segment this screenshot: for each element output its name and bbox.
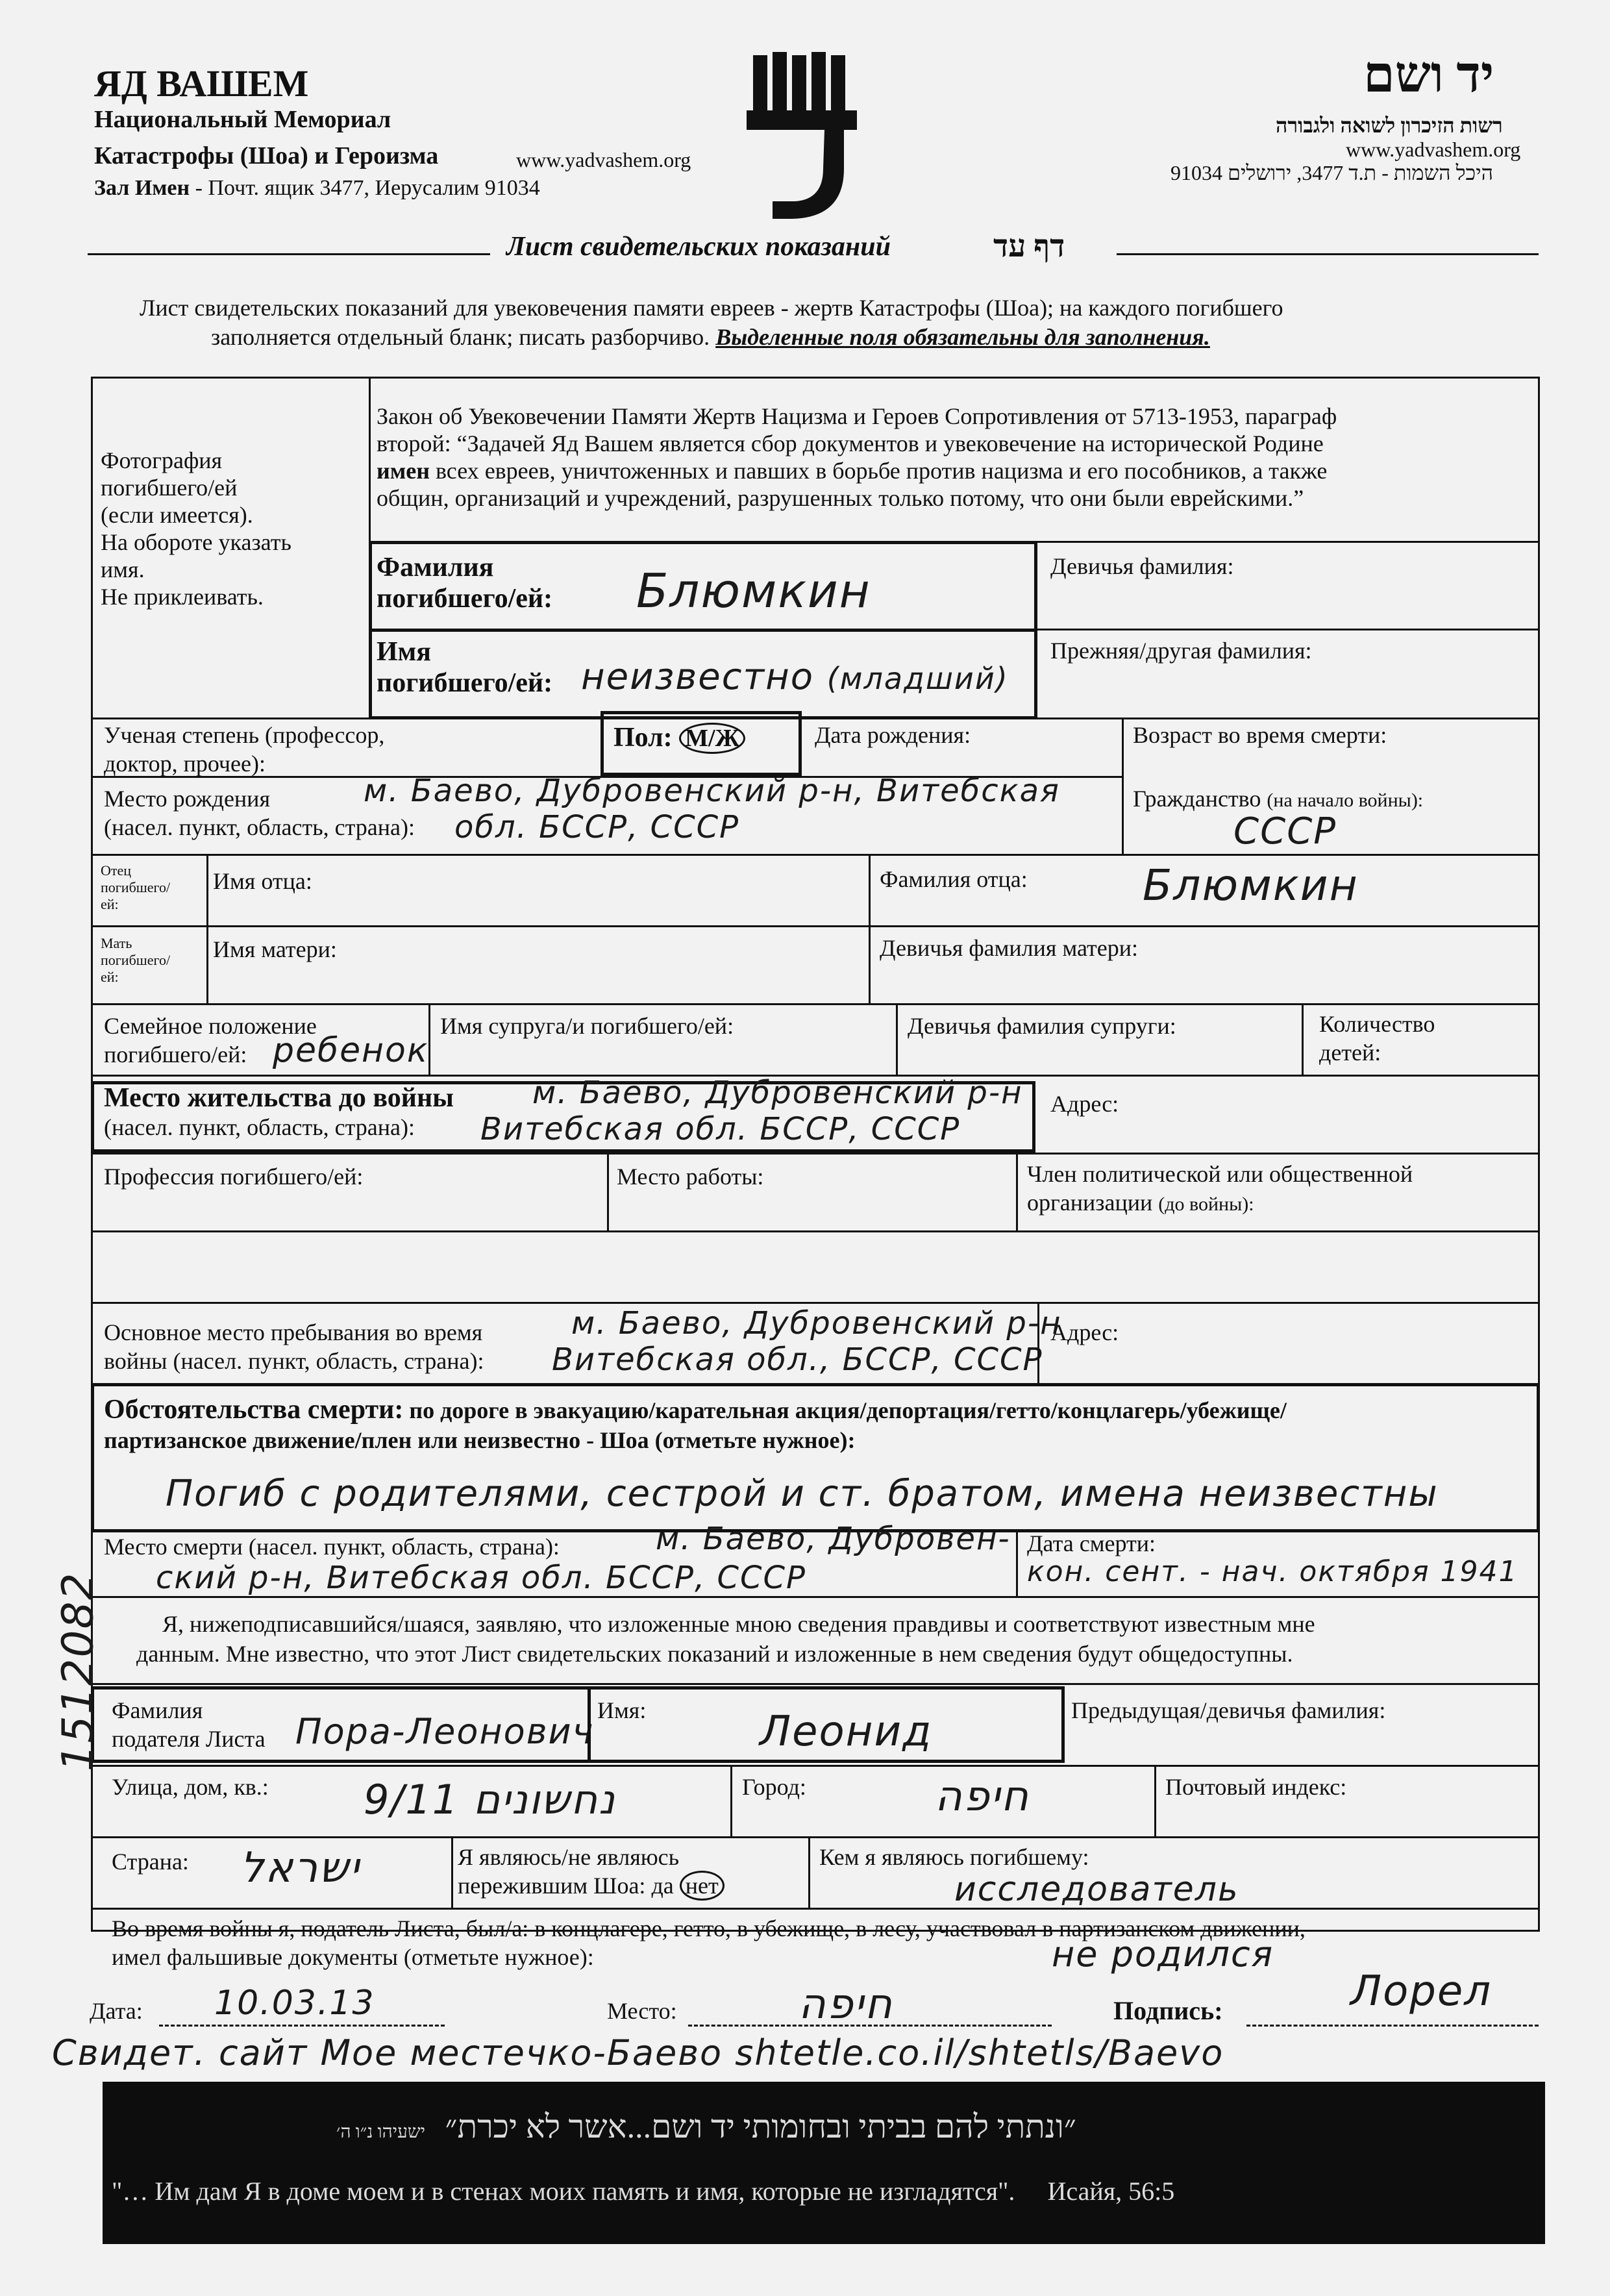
date-label: Дата: [90, 1998, 143, 2024]
city-value[interactable]: חיפה [935, 1773, 1030, 1821]
banner-he-quote-text: ״ונתתי להם בביתי ובחומותי יד ושם...אשר לא יכרת״ [445, 2108, 1076, 2145]
mother-maiden-label: Девичья фамилия матери: [880, 935, 1139, 961]
marital-value[interactable]: ребенок [273, 1031, 429, 1070]
sub-surname-value[interactable]: Пора-Леонович [295, 1711, 595, 1752]
father-side-l3: ей: [101, 896, 119, 912]
col-line [730, 1765, 732, 1836]
survivor-l2-text: пережившим Шоа: [458, 1873, 646, 1899]
law-line [377, 457, 1337, 484]
member-l2 [1027, 1188, 1413, 1219]
surname-label-l2: погибшего/ей: [377, 584, 553, 614]
survivor-yes-option[interactable]: да [651, 1873, 674, 1899]
wartime-value-l1: м. Баево, Дубровенский р-н [571, 1305, 1062, 1341]
law-line: общин, организаций и учреждений, разрушенных только потому, что они были еврейскими.” [377, 485, 1304, 511]
residence-value-l1: м. Баево, Дубровенский р-н [532, 1075, 1023, 1111]
father-surname-value[interactable]: Блюмкин [1143, 860, 1359, 910]
wartime-address-label: Адрес: [1050, 1319, 1119, 1345]
address-label: Адрес: [1050, 1091, 1119, 1117]
residence-value[interactable] [480, 1075, 1023, 1147]
sex-label[interactable] [613, 722, 745, 753]
name-value-text: неизвестно [581, 656, 814, 698]
during-war-l1: Во время войны я, податель Листа, был/а: в концлагере, гетто, в убежище, в лесу, участвовал в партизанском движении, [112, 1915, 1306, 1941]
circumstances-label [104, 1395, 1287, 1455]
banner-ru-ref: Исайя, 56:5 [1047, 2177, 1175, 2206]
sex-label-text: Пол: [613, 723, 673, 753]
he-line3: היכל השמות - ת.ד 3477, ירושלים 91034 [1170, 161, 1493, 184]
citizenship-label-text: Гражданство [1133, 786, 1261, 812]
spouse-name-label: Имя супруга/и погибшего/ей: [440, 1013, 734, 1039]
row-line [1037, 629, 1540, 630]
street-value[interactable]: 9/11 נחשונים [364, 1776, 616, 1823]
mother-name-label: Имя матери: [213, 936, 337, 962]
col-line [896, 1003, 898, 1075]
city-label: Город: [742, 1774, 806, 1800]
signature-value[interactable]: Лорел [1350, 1967, 1492, 2015]
declaration [136, 1609, 1315, 1669]
mother-side [101, 935, 170, 986]
row-line [91, 1302, 1540, 1304]
row-line [91, 1836, 1540, 1838]
law-bold: имен [377, 458, 430, 484]
intro-line2 [211, 323, 1210, 351]
org-title-he: יד ושם [1363, 46, 1494, 103]
sub-prev-label: Предыдущая/девичья фамилия: [1071, 1697, 1386, 1723]
col-line [1302, 1003, 1304, 1075]
sub-surname-l2: подателя Листа [112, 1726, 266, 1752]
mother-side-l2: погибшего/ [101, 952, 171, 968]
wartime-value-l2: Витебская обл., БССР, СССР [552, 1341, 1043, 1378]
col-line [206, 854, 208, 1003]
survivor-l1: Я являюсь/не являюсь [458, 1844, 680, 1870]
quote-banner [103, 2082, 1545, 2244]
maiden-label: Девичья фамилия: [1050, 553, 1234, 579]
circ-title: Обстоятельства смерти: [104, 1395, 404, 1425]
circ-l1 [104, 1395, 1287, 1425]
row-line [91, 1765, 1540, 1767]
mother-side-l3: ей: [101, 969, 119, 985]
degree-label [104, 721, 384, 778]
row-line [91, 1908, 1540, 1910]
sub-name-value[interactable]: Леонид [760, 1708, 933, 1756]
birthplace-value[interactable] [364, 773, 1060, 845]
intro-line1: Лист свидетельских показаний для увековечения памяти евреев - жертв Катастрофы (Шоа); на каждого погибшего [140, 295, 1283, 321]
photo-line: имя. [101, 556, 145, 582]
father-side-l1: Отец [101, 862, 132, 879]
residence-label [104, 1083, 454, 1142]
relation-value[interactable]: исследователь [954, 1870, 1239, 1909]
col-line [869, 854, 871, 1003]
col-line [1037, 1302, 1039, 1385]
mother-side-l1: Мать [101, 935, 132, 951]
banner-he-quote [336, 2108, 1076, 2145]
row-line [91, 925, 1540, 927]
relation-label: Кем я являюсь погибшему: [819, 1844, 1089, 1870]
place-value[interactable]: חיפה [799, 1980, 893, 2028]
row-line [91, 1683, 1540, 1685]
row-line [91, 718, 1540, 719]
father-side-l2: погибшего/ [101, 879, 171, 895]
col-line [451, 1836, 453, 1908]
profession-label: Профессия погибшего/ей: [104, 1164, 364, 1190]
surname-label-l1: Фамилия [377, 553, 494, 582]
name-label-l1: Имя [377, 637, 431, 667]
children-l2: детей: [1319, 1040, 1381, 1066]
wartime-value[interactable] [552, 1305, 1062, 1378]
member-note: (до войны): [1158, 1193, 1254, 1215]
wartime-l1: Основное место пребывания во время [104, 1319, 483, 1345]
father-surname-label: Фамилия отца: [880, 866, 1028, 892]
row-line [91, 1230, 1540, 1232]
row-line [91, 1153, 1540, 1154]
birthplace-value-l2: обл. БССР, СССР [454, 809, 740, 845]
member-l2-text: организации [1027, 1190, 1153, 1216]
col-line [1154, 1765, 1156, 1836]
prev-surname-label: Прежняя/другая фамилия: [1050, 638, 1312, 664]
country-value[interactable]: ישראל [240, 1844, 360, 1892]
col-line [607, 1153, 609, 1230]
name-note: (младший) [826, 661, 1009, 696]
row-line [91, 854, 1540, 856]
signature-label: Подпись: [1113, 1996, 1223, 2025]
children-label [1319, 1010, 1435, 1067]
signature-underline [1246, 2025, 1539, 2027]
org-line3 [94, 174, 540, 203]
po-box: - Почт. ящик 3477, Иерусалим 91034 [190, 176, 540, 200]
name-value[interactable] [581, 656, 1009, 698]
law-text [377, 403, 1337, 512]
survivor-no-option[interactable]: нет [680, 1871, 724, 1901]
death-date-label: Дата смерти: [1027, 1530, 1156, 1556]
father-side [101, 862, 170, 913]
degree-l2: доктор, прочее): [104, 751, 266, 777]
photo-line: (если имеется). [101, 502, 253, 528]
photo-line: Фотография [101, 447, 223, 473]
date-value[interactable]: 10.03.13 [214, 1984, 375, 2023]
col-line [1016, 1153, 1018, 1230]
row-line [91, 1003, 1540, 1005]
birthplace-value-l1: м. Баево, Дубровенский р-н, Витебская [364, 773, 1060, 809]
circumstances-value[interactable]: Погиб с родителями, сестрой и ст. братом, имена неизвестны [166, 1473, 1439, 1515]
name-label [377, 636, 552, 699]
residence-value-l2: Витебская обл. БССР, СССР [480, 1111, 961, 1147]
children-l1: Количество [1319, 1011, 1435, 1037]
birthplace-l1: Место рождения [104, 786, 271, 812]
website-left: www.yadvashem.org [516, 148, 691, 171]
member-label [1027, 1160, 1413, 1219]
col-line [808, 1836, 810, 1908]
col-line [1122, 718, 1124, 854]
banner-ru-quote-text: "… Им дам Я в доме моем и в стенах моих память и имя, которые не изгладятся". [112, 2177, 1015, 2206]
photo-line: погибшего/ей [101, 475, 238, 501]
father-name-label: Имя отца: [213, 868, 312, 894]
during-war-l2: имел фальшивые документы (отметьте нужное): [112, 1944, 594, 1970]
col-line [428, 1003, 430, 1075]
spouse-maiden-label: Девичья фамилия супруги: [908, 1013, 1176, 1039]
surname-label [377, 552, 552, 614]
during-war-value[interactable]: не родился [1052, 1934, 1274, 1975]
declaration-l2: данным. Мне известно, что этот Лист свидетельских показаний и изложенные в нем сведения будут общедоступны. [136, 1641, 1293, 1667]
death-date-value[interactable]: кон. сент. - нач. октября 1941 [1027, 1555, 1518, 1588]
marital-l2: погибшего/ей: [104, 1042, 247, 1067]
age-label: Возраст во время смерти: [1133, 722, 1387, 748]
side-number: 1512082 [53, 1571, 103, 1772]
sub-name-label: Имя: [597, 1697, 647, 1723]
death-place-value2[interactable]: ский р-н, Витебская обл. БССР, СССР [156, 1560, 806, 1596]
org-title-ru: ЯД ВАШЕМ [94, 62, 309, 105]
sex-options[interactable]: М/Ж [679, 723, 745, 754]
wartime-label [104, 1318, 484, 1375]
photo-line: Не приклеивать. [101, 584, 264, 610]
survivor-label [458, 1843, 724, 1900]
org-line1: Национальный Мемориал [94, 106, 391, 133]
sub-surname-label [112, 1696, 266, 1753]
intro-text: заполняется отдельный бланк; писать разборчиво. [211, 324, 710, 350]
bottom-note: Свидет. сайт Мое местечко-Баево shtetle.co.il/shtetls/Baevo [52, 2032, 1224, 2073]
degree-l1: Ученая степень (профессор, [104, 722, 385, 748]
col-line [1016, 1532, 1018, 1597]
he-line1: רשות הזיכרון לשואה ולגבורה [1276, 114, 1503, 137]
circ-l2: партизанское движение/плен или неизвестно - Шоа (отметьте нужное): [104, 1427, 856, 1453]
name-label-l2: погибшего/ей: [377, 668, 553, 698]
marital-l1: Семейное положение [104, 1013, 317, 1039]
death-place-value1[interactable]: м. Баево, Дубровен- [656, 1521, 1011, 1557]
birthdate-label: Дата рождения: [815, 722, 971, 748]
form-title-ru: Лист свидетельских показаний [506, 232, 891, 262]
title-rule-right [1117, 253, 1539, 255]
law-line: Закон об Увековечении Памяти Жертв Нацизма и Героев Сопротивления от 5713-1953, параграф [377, 403, 1337, 429]
photo-line: На обороте указать [101, 529, 291, 555]
country-label: Страна: [112, 1849, 189, 1875]
surname-value[interactable]: Блюмкин [636, 564, 871, 618]
workplace-label: Место работы: [617, 1164, 764, 1190]
banner-he-ref: ישעיהו נ״ו ה׳ [336, 2122, 426, 2142]
declaration-l1: Я, нижеподписавшийся/шаяся, заявляю, что изложенные мною сведения правдивы и соответствуют известным мне [162, 1611, 1315, 1637]
death-place-label: Место смерти (насел. пункт, область, страна): [104, 1534, 560, 1560]
hall-of-names: Зал Имен [94, 176, 190, 200]
title-rule-left [88, 253, 490, 255]
birthplace-l2: (насел. пункт, область, страна): [104, 814, 415, 840]
row-line [91, 1596, 1540, 1598]
banner-ru-quote [112, 2176, 1174, 2206]
residence-l2: (насел. пункт, область, страна): [104, 1114, 415, 1140]
he-website: www.yadvashem.org [1346, 138, 1521, 161]
intro-required: Выделенные поля обязательны для заполнения. [715, 324, 1210, 350]
form-title-he: דף עד [993, 229, 1065, 264]
photo-box [101, 447, 291, 610]
zip-label: Почтовый индекс: [1165, 1774, 1347, 1800]
yad-vashem-logo-icon [747, 49, 863, 224]
street-label: Улица, дом, кв.: [112, 1774, 269, 1800]
wartime-l2: войны (насел. пункт, область, страна): [104, 1348, 484, 1374]
org-line2: Катастрофы (Шоа) и Героизма [94, 142, 439, 169]
citizenship-note: (на начало войны): [1267, 790, 1424, 811]
survivor-l2 [458, 1871, 724, 1900]
member-l1: Член политической или общественной [1027, 1161, 1413, 1187]
law-line: второй: “Задачей Яд Вашем является сбор документов и увековечение на исторической Родине [377, 430, 1324, 456]
citizenship-value[interactable]: СССР [1233, 810, 1337, 853]
place-label: Место: [607, 1998, 677, 2024]
sub-surname-l1: Фамилия [112, 1697, 203, 1723]
circ-options: по дороге в эвакуацию/карательная акция/депортация/гетто/концлагерь/убежище/ [403, 1397, 1287, 1423]
date-underline [159, 2025, 445, 2027]
law-rest: всех евреев, уничтоженных и павших в борьбе против нацизма и его пособников, а также [429, 458, 1328, 484]
residence-l1: Место жительства до войны [104, 1083, 454, 1113]
